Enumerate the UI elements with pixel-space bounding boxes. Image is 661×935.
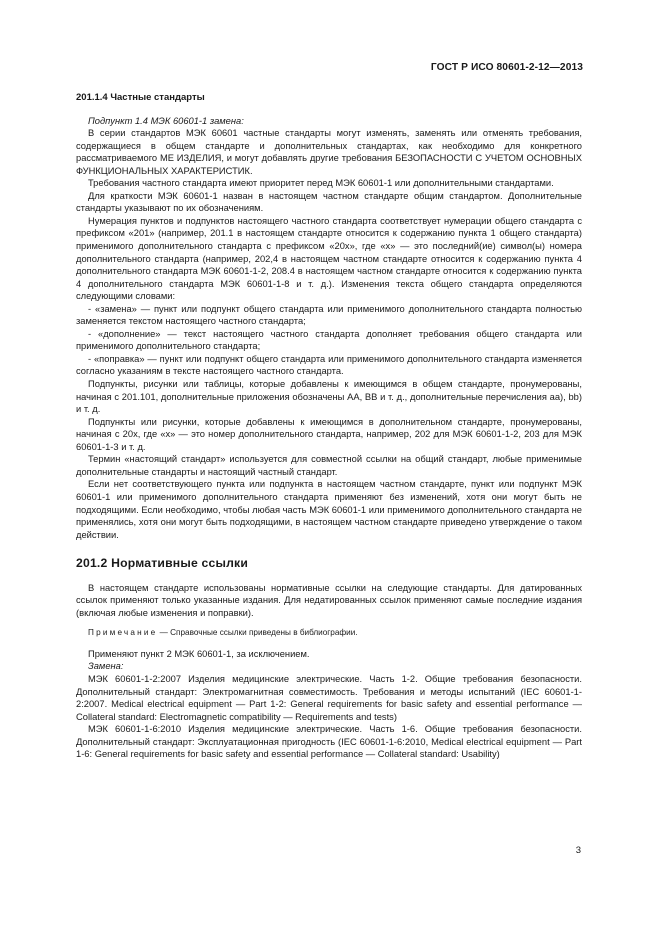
- list-item: - «замена» — пункт или подпункт общего стандарта или применимого дополнительного стандарта полностью заменяется текстом настоящего частного стандарта;: [76, 303, 582, 327]
- paragraph: В серии стандартов МЭК 60601 частные стандарты могут изменять, заменять или отменять требования, содержащиеся в общем стандарте и дополнительных стандартах, как необходимо для конкретного рассматриваемого МЕ ИЗДЕЛИЯ, и могут добавлять другие требования БЕЗОПАСНОСТИ С УЧЕТОМ ОСНОВНЫХ ФУНКЦИОНАЛЬНЫХ ХАРАКТЕРИСТИК.: [76, 128, 582, 176]
- paragraph: Подпункты, рисунки или таблицы, которые добавлены к имеющимся в общем стандарте, пронумерованы, начиная с 201.101, дополнительные приложения обозначены АА, ВВ и т. д., дополнительные перечисления аа), bb) и т. д.: [76, 379, 582, 415]
- subsection-note: Подпункт 1.4 МЭК 60601-1 замена:: [88, 115, 244, 126]
- page-number: 3: [575, 845, 581, 856]
- note-label: Примечание: [88, 628, 158, 638]
- reference-entry: МЭК 60601-1-6:2010 Изделия медицинские электрические. Часть 1-6. Общие требования безопасности. Дополнительный стандарт: Эксплуатационная пригодность (IEC 60601-1-6:2010, Medical electrical equipment — Part 1-6: General requirements for basic safety and essential performance — Collateral standard: Usability): [76, 724, 582, 760]
- paragraph: Нумерация пунктов и подпунктов настоящего частного стандарта соответствует нумерации общего стандарта с префиксом «201» (например, 201.1 в настоящем стандарте относится к содержанию пункта 1 общего стандарта) применимого дополнительного стандарта с префиксом «20х», где «х» — это последний(ие) символ(ы) номера дополнительного стандарта (например, 202,4 в настоящем частном стандарте относится к содержанию пункта 4 дополнительного стандарта МЭК 60601-1-2, 208.4 в настоящем частном стандарте относится к содержанию пункта 4 дополнительного стандарта МЭК 60601-1-8 и т. д.). Изменения текста общего стандарта определяются следующими словами:: [76, 215, 582, 302]
- section-heading-201-1-4: 201.1.4 Частные стандарты: [76, 92, 205, 103]
- paragraph: Требования частного стандарта имеют приоритет перед МЭК 60601-1 или дополнительными стандартами.: [88, 178, 554, 189]
- reference-entry: МЭК 60601-1-2:2007 Изделия медицинские электрические. Часть 1-2. Общие требования безопасности. Дополнительный стандарт: Электромагнитная совместимость. Требования и методы испытаний (IEC 60601-1-2:2007. Medical electrical equipment — Part 1-2: General requirements for basic safety and essential performance — Collateral standard: Electromagnetic compatibility — Requirements and tests): [76, 673, 582, 722]
- paragraph: Подпункты или рисунки, которые добавлены к имеющимся в дополнительном стандарте, пронумерованы, начиная с 20х, где «х» — это номер дополнительного стандарта, например, 202 для МЭК 60601-1-2, 203 для МЭК 60601-1-3 и т. д.: [76, 416, 582, 452]
- replacement-label: Замена:: [88, 661, 124, 672]
- list-item: - «дополнение» — текст настоящего частного стандарта дополняет требования общего стандарта или применимого дополнительного стандарта;: [76, 328, 582, 352]
- note-text: — Справочные ссылки приведены в библиографии.: [157, 628, 358, 638]
- paragraph: Применяют пункт 2 МЭК 60601-1, за исключением.: [88, 648, 310, 659]
- document-body: [76, 92, 582, 761]
- note: [76, 627, 582, 640]
- list-item: - «поправка» — пункт или подпункт общего стандарта или применимого дополнительного стандарта изменяется согласно указаниям в тексте настоящего частного стандарта.: [76, 353, 582, 377]
- section-heading-201-2: 201.2 Нормативные ссылки: [76, 556, 249, 571]
- paragraph: В настоящем стандарте использованы нормативные ссылки на следующие стандарты. Для датированных ссылок применяют только указанные издания. Для недатированных ссылок применяют самые последние издания (включая любые изменения и поправки).: [76, 582, 582, 618]
- paragraph: Если нет соответствующего пункта или подпункта в настоящем частном стандарте, пункт или подпункт МЭК 60601-1 или применимого дополнительного стандарта применяют без изменений, хотя они могут быть не подходящими. Если необходимо, чтобы любая часть МЭК 60601-1 или применимого дополнительного стандарта не применялись, хотя они могут быть подходящими, в настоящем частном стандарте приведено утверждение о таком действии.: [76, 479, 582, 540]
- paragraph: Для краткости МЭК 60601-1 назван в настоящем частном стандарте общим стандартом. Дополнительные стандарты указывают по их обозначениям.: [76, 190, 582, 214]
- document-code: ГОСТ Р ИСО 80601-2-12—2013: [430, 62, 583, 73]
- paragraph: Термин «настоящий стандарт» используется для совместной ссылки на общий стандарт, любые применимые дополнительные стандарты и настоящий частный стандарт.: [76, 454, 582, 477]
